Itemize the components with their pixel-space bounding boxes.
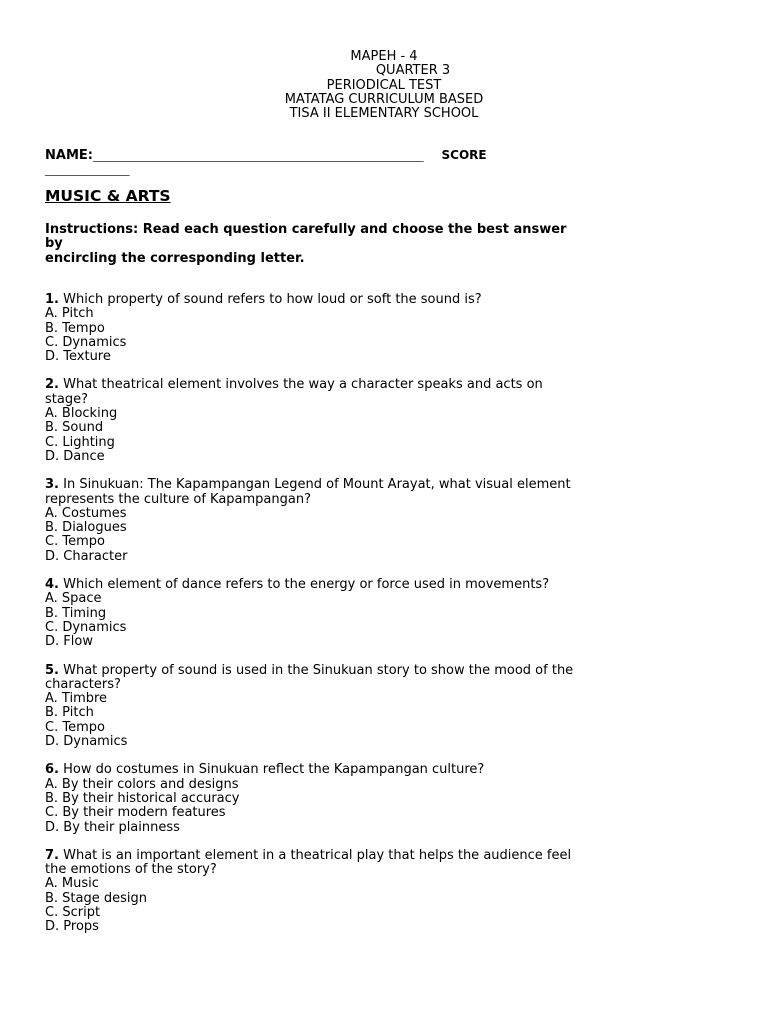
question-line-text: What is an important element in a theatrical play that helps the audience feel — [58, 847, 572, 863]
instructions-line: Instructions: Read each question carefully and choose the best answer — [45, 222, 567, 237]
instructions-line: by — [45, 236, 63, 252]
answer-choice[interactable]: A. Timbre — [45, 691, 108, 707]
answer-choice[interactable]: C. Dynamics — [45, 619, 127, 635]
question-first-line — [45, 478, 675, 492]
answer-choice[interactable]: A. Blocking — [45, 406, 118, 422]
question-line-text: represents the culture of Kapampangan? — [45, 491, 311, 507]
answer-choice[interactable]: D. Flow — [45, 634, 93, 650]
question-number: 4. — [45, 577, 59, 593]
answer-choice[interactable]: D. Dance — [45, 448, 105, 464]
answer-choice[interactable]: B. Pitch — [45, 705, 94, 721]
question-text — [45, 578, 675, 592]
answer-choice[interactable]: D. By their plainness — [45, 819, 180, 835]
question-number: 6. — [45, 762, 59, 778]
answer-choice[interactable]: A. Pitch — [45, 306, 94, 322]
document-header — [0, 50, 768, 121]
header-school: TISA II ELEMENTARY SCHOOL — [289, 106, 479, 122]
question-first-line — [45, 293, 675, 307]
question-item — [45, 664, 675, 750]
answer-choice[interactable]: B. Stage design — [45, 890, 148, 906]
answer-choice[interactable]: D. Props — [45, 919, 99, 935]
question-first-line — [45, 378, 675, 392]
header-test-type: PERIODICAL TEST — [326, 77, 442, 93]
question-first-line — [45, 763, 675, 777]
question-number: 3. — [45, 477, 59, 493]
header-subject: MAPEH - 4 — [350, 49, 418, 64]
question-item — [45, 763, 675, 834]
question-text — [45, 849, 675, 878]
question-line-text: stage? — [45, 391, 88, 407]
answer-choice[interactable]: A. By their colors and designs — [45, 776, 239, 792]
question-text — [45, 293, 675, 307]
question-line-text: Which element of dance refers to the energy or force used in movements? — [58, 577, 550, 593]
question-text — [45, 664, 675, 693]
answer-choice[interactable]: A. Space — [45, 591, 102, 607]
question-first-line — [45, 578, 675, 592]
answer-choice[interactable]: D. Texture — [45, 349, 111, 365]
score-label: SCORE — [441, 148, 487, 162]
answer-choice[interactable]: C. Lighting — [45, 434, 115, 450]
score-field[interactable]: ______________ — [45, 162, 129, 177]
instructions — [45, 223, 665, 266]
name-field[interactable]: _______________________________________________________ — [92, 148, 423, 163]
question-line-text: How do costumes in Sinukuan reflect the Kapampangan culture? — [58, 762, 485, 778]
question-line-text: In Sinukuan: The Kapampangan Legend of Mount Arayat, what visual element — [58, 477, 571, 493]
answer-choice[interactable]: D. Character — [45, 548, 128, 564]
question-line-text: characters? — [45, 676, 121, 692]
question-line-text: the emotions of the story? — [45, 862, 217, 878]
answer-choice[interactable]: B. Tempo — [45, 320, 105, 336]
answer-choice[interactable]: C. Tempo — [45, 534, 105, 550]
answer-choice[interactable]: C. Dynamics — [45, 334, 127, 350]
question-text — [45, 478, 675, 507]
header-curriculum: MATATAG CURRICULUM BASED — [284, 91, 484, 107]
answer-choice[interactable]: B. Dialogues — [45, 520, 127, 536]
answer-choice[interactable]: D. Dynamics — [45, 734, 128, 750]
answer-choice[interactable]: C. Script — [45, 904, 101, 920]
header-quarter: QUARTER 3 — [375, 63, 451, 79]
question-item — [45, 293, 675, 364]
question-list — [45, 293, 675, 949]
question-line-text: What theatrical element involves the way a character speaks and acts on — [58, 377, 543, 393]
answer-choice[interactable]: A. Music — [45, 876, 99, 892]
question-text — [45, 763, 675, 777]
question-line-text: What property of sound is used in the Sinukuan story to show the mood of the — [58, 662, 574, 678]
question-item — [45, 849, 675, 935]
question-number: 1. — [45, 292, 59, 307]
question-item — [45, 378, 675, 464]
answer-choice[interactable]: B. Sound — [45, 420, 104, 436]
question-item — [45, 478, 675, 564]
question-text — [45, 378, 675, 407]
answer-choice[interactable]: C. Tempo — [45, 719, 105, 735]
question-item — [45, 578, 675, 649]
question-first-line — [45, 664, 675, 678]
question-line-text: Which property of sound refers to how loud or soft the sound is? — [58, 292, 482, 307]
answer-choice[interactable]: B. By their historical accuracy — [45, 790, 240, 806]
section-title: MUSIC & ARTS — [45, 187, 171, 205]
question-first-line — [45, 849, 675, 863]
answer-choice[interactable]: B. Timing — [45, 605, 107, 621]
question-number: 2. — [45, 377, 59, 393]
answer-choice[interactable]: C. By their modern features — [45, 805, 226, 821]
name-label: NAME: — [45, 148, 93, 163]
question-number: 5. — [45, 662, 59, 678]
instructions-line: encircling the corresponding letter. — [45, 250, 305, 266]
name-row — [45, 148, 685, 163]
question-number: 7. — [45, 847, 59, 863]
answer-choice[interactable]: A. Costumes — [45, 505, 127, 521]
